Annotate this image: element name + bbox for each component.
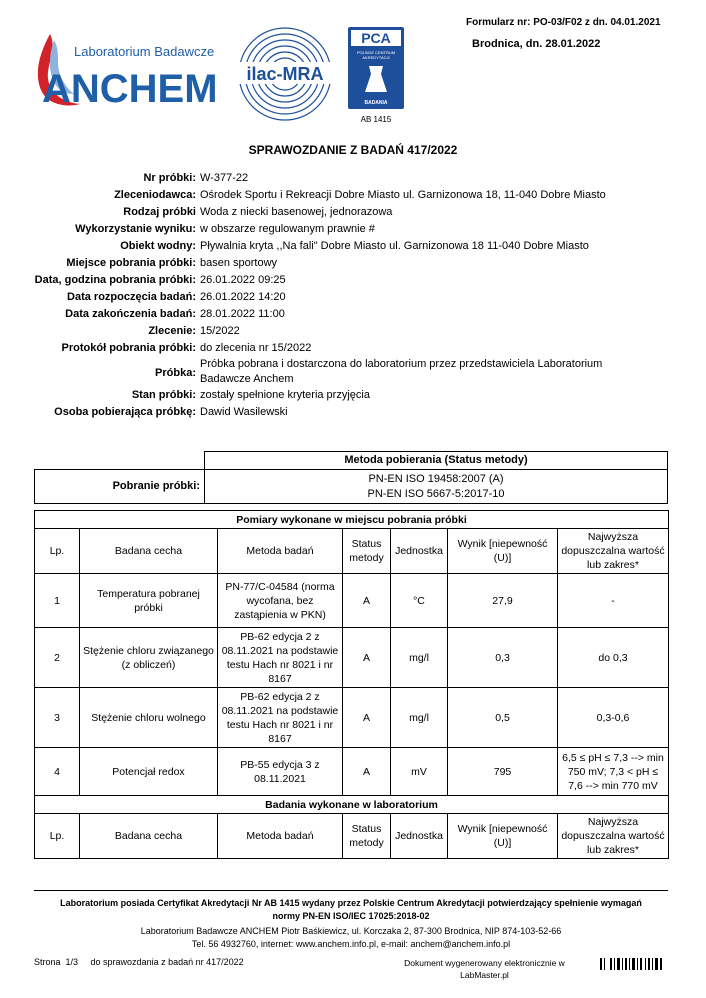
info-label: Data, godzina pobrania próbki:	[34, 274, 196, 286]
col-header: Jednostka	[391, 529, 448, 574]
ilac-text: ilac-MRA	[246, 64, 324, 84]
info-value: w obszarze regulowanym prawnie #	[200, 223, 375, 235]
info-row-usage	[0, 221, 706, 238]
cell-method: PB-62 edycja 2 z 08.11.2021 na podstawie testu Hach nr 8021 i nr 8167	[218, 688, 343, 748]
cell-status: A	[343, 688, 391, 748]
cell-lp: 4	[35, 748, 80, 796]
col-header: Lp.	[35, 814, 80, 859]
info-label: Rodzaj próbki	[123, 206, 196, 218]
info-row-sample	[0, 357, 706, 387]
info-row-condition	[0, 387, 706, 404]
logo-lab-name: Laboratorium Badawcze	[74, 44, 215, 59]
measurements-table	[34, 510, 669, 859]
cell-method: PN-77/C-04584 (norma wycofana, bez zastąpienia w PKN)	[218, 574, 343, 628]
cell-lp: 2	[35, 628, 80, 688]
sampling-label: Pobranie próbki:	[35, 470, 205, 504]
cell-result: 27,9	[448, 574, 558, 628]
info-row-start-date	[0, 289, 706, 306]
info-label: Wykorzystanie wyniku:	[75, 223, 196, 235]
col-header: Najwyższa dopuszczalna wartość lub zakres*	[558, 529, 669, 574]
cell-lp: 1	[35, 574, 80, 628]
info-label: Zlecenie:	[148, 325, 196, 337]
info-row-sample-no	[0, 170, 706, 187]
info-value: Próbka pobrana i dostarczona do laboratorium przez przedstawiciela Laboratorium Badawcze Anchem	[200, 358, 603, 385]
table-row	[35, 748, 669, 796]
sampling-methods	[205, 470, 668, 504]
cell-method: PB-55 edycja 3 z 08.11.2021	[218, 748, 343, 796]
info-label: Zleceniodawca:	[114, 189, 196, 201]
generated-line-1: Dokument wygenerowany elektronicznie w	[404, 958, 565, 968]
info-row-protocol	[0, 340, 706, 357]
place-date: Brodnica, dn. 28.01.2022	[472, 38, 601, 50]
lab-section-title: Badania wykonane w laboratorium	[35, 796, 669, 814]
info-label: Stan próbki:	[131, 389, 196, 401]
cell-unit: mV	[391, 748, 448, 796]
sampling-method-1: PN-EN ISO 19458:2007 (A)	[368, 472, 504, 485]
cell-feature: Potencjał redox	[80, 748, 218, 796]
info-value: W-377-22	[200, 172, 249, 184]
col-header: Wynik [niepewność (U)]	[448, 529, 558, 574]
info-row-sample-type	[0, 204, 706, 221]
report-title: SPRAWOZDANIE Z BADAŃ 417/2022	[248, 143, 458, 157]
info-row-client	[0, 187, 706, 204]
table-row	[35, 574, 669, 628]
footer-certificate	[34, 897, 668, 923]
address-line-2: Tel. 56 4932760, internet: www.anchem.info.pl, e-mail: anchem@anchem.info.pl	[191, 939, 511, 949]
sampling-method-table	[34, 451, 668, 504]
cert-line-1: Laboratorium posiada Certyfikat Akredytacji Nr AB 1415 wydany przez Polskie Centrum Akredytacji potwierdzający spełnienie wymagań	[60, 898, 642, 908]
info-label: Data zakończenia badań:	[65, 308, 196, 320]
col-header: Status metody	[343, 814, 391, 859]
pca-sub1: POLSKIE CENTRUM	[356, 50, 396, 55]
pca-number: AB 1415	[360, 115, 392, 124]
logo-brand: ANCHEM	[42, 67, 218, 111]
cell-feature: Temperatura pobranej próbki	[80, 574, 218, 628]
col-header: Badana cecha	[80, 814, 218, 859]
cell-status: A	[343, 748, 391, 796]
info-value: Pływalnia kryta ,,Na fali" Dobre Miasto ul. Garnizonowa 18 11-040 Dobre Miasto	[200, 240, 589, 252]
info-value: zostały spełnione kryteria przyjęcia	[200, 389, 370, 401]
cell-result: 795	[448, 748, 558, 796]
col-header: Metoda badań	[218, 529, 343, 574]
address-line-1: Laboratorium Badawcze ANCHEM Piotr Baśkiewicz, ul. Korczaka 2, 87-300 Brodnica, NIP 874-103-52-66	[140, 926, 562, 936]
cert-line-2: normy PN-EN ISO/IEC 17025:2018-02	[272, 911, 430, 921]
info-label: Nr próbki:	[143, 172, 196, 184]
info-value: do zlecenia nr 15/2022	[200, 342, 312, 354]
info-value: basen sportowy	[200, 257, 278, 269]
info-row-end-date	[0, 306, 706, 323]
cell-method: PB-62 edycja 2 z 08.11.2021 na podstawie testu Hach nr 8021 i nr 8167	[218, 628, 343, 688]
onsite-header-row	[35, 529, 669, 574]
cell-status: A	[343, 574, 391, 628]
cell-feature: Stężenie chloru wolnego	[80, 688, 218, 748]
info-value: Ośrodek Sportu i Rekreacji Dobre Miasto ul. Garnizonowa 18, 11-040 Dobre Miasto	[200, 189, 606, 201]
pca-text: PCA	[361, 30, 391, 46]
col-header: Badana cecha	[80, 529, 218, 574]
sampling-method-2: PN-EN ISO 5667-5:2017-10	[367, 487, 505, 500]
info-value: 26.01.2022 09:25	[200, 274, 286, 286]
info-label: Osoba pobierająca próbkę:	[54, 406, 196, 418]
info-row-sampling-date	[0, 272, 706, 289]
info-value: 26.01.2022 14:20	[200, 291, 286, 303]
info-value: Dawid Wasilewski	[200, 406, 288, 418]
info-label: Miejsce pobrania próbki:	[66, 257, 196, 269]
lab-header-row	[35, 814, 669, 859]
info-label: Obiekt wodny:	[120, 240, 196, 252]
info-value: Woda z niecki basenowej, jednorazowa	[200, 206, 393, 218]
info-value: 28.01.2022 11:00	[200, 308, 285, 320]
cell-status: A	[343, 628, 391, 688]
table-row	[35, 628, 669, 688]
info-row-facility	[0, 238, 706, 255]
onsite-section-title: Pomiary wykonane w miejscu pobrania próbki	[35, 511, 669, 529]
form-number: Formularz nr: PO-03/F02 z dn. 04.01.2021	[466, 17, 661, 28]
pca-logo	[347, 26, 405, 128]
anchem-logo	[28, 26, 224, 114]
page-number: Strona 1/3 do sprawozdania z badań nr 417/2022	[34, 957, 244, 967]
col-header: Jednostka	[391, 814, 448, 859]
footer-address	[34, 925, 668, 951]
footer-divider	[34, 890, 668, 891]
info-row-order	[0, 323, 706, 340]
cell-result: 0,5	[448, 688, 558, 748]
cell-feature: Stężenie chloru związanego (z obliczeń)	[80, 628, 218, 688]
cell-limit: 6,5 ≤ pH ≤ 7,3 --> min 750 mV; 7,3 < pH ≤ 7,6 --> min 770 mV	[558, 748, 669, 796]
pca-sub2: AKREDYTACJI	[362, 55, 390, 60]
col-header: Najwyższa dopuszczalna wartość lub zakres*	[558, 814, 669, 859]
cell-unit: °C	[391, 574, 448, 628]
col-header: Status metody	[343, 529, 391, 574]
cell-lp: 3	[35, 688, 80, 748]
cell-unit: mg/l	[391, 688, 448, 748]
sample-info	[0, 170, 706, 421]
cell-limit: do 0,3	[558, 628, 669, 688]
info-label: Data rozpoczęcia badań:	[67, 291, 196, 303]
cell-unit: mg/l	[391, 628, 448, 688]
col-header: Metoda badań	[218, 814, 343, 859]
pca-badania: BADANIA	[364, 100, 388, 106]
cell-result: 0,3	[448, 628, 558, 688]
cell-limit: -	[558, 574, 669, 628]
info-value: 15/2022	[200, 325, 240, 337]
sampling-method-header: Metoda pobierania (Status metody)	[205, 452, 668, 470]
generated-line-2: LabMaster.pl	[460, 970, 509, 980]
col-header: Lp.	[35, 529, 80, 574]
info-label: Próbka:	[155, 367, 196, 379]
col-header: Wynik [niepewność (U)]	[448, 814, 558, 859]
generated-note	[392, 957, 577, 981]
cell-limit: 0,3-0,6	[558, 688, 669, 748]
info-row-sampler	[0, 404, 706, 421]
barcode-icon	[600, 958, 664, 970]
info-row-location	[0, 255, 706, 272]
info-label: Protokół pobrania próbki:	[61, 342, 196, 354]
ilac-mra-logo	[230, 24, 340, 124]
table-row	[35, 688, 669, 748]
